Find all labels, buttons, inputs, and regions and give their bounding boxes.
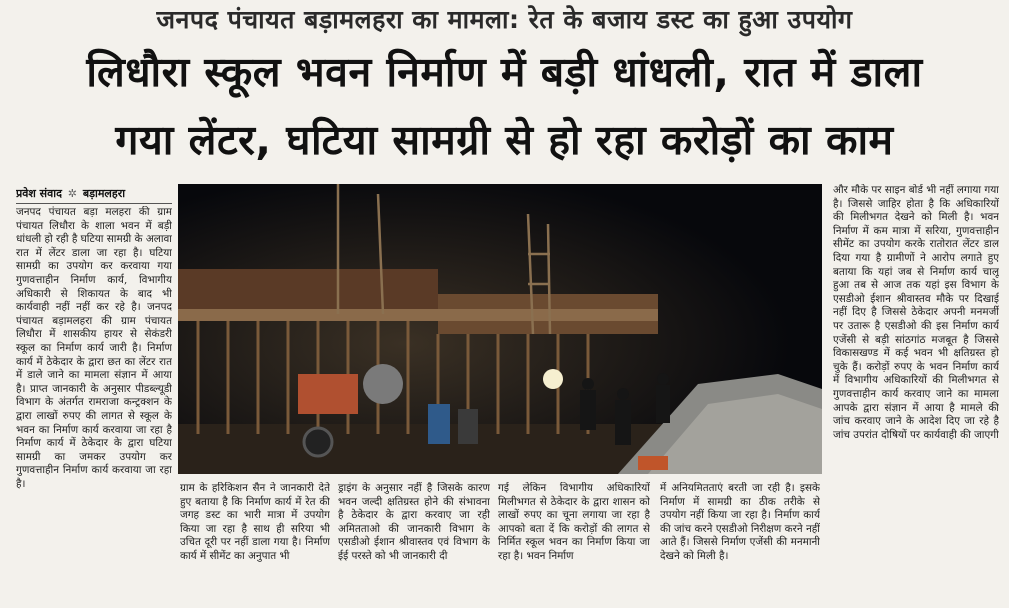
main-headline-line-1: लिधौरा स्कूल भवन निर्माण में बड़ी धांधली, रात में डाला bbox=[86, 48, 923, 96]
article-column-bottom-1: ग्राम के हरिकिशन सैन ने जानकारी देते हुए बताया है कि निर्माण कार्य में रेत की जगह डस्ट का भारी मात्रा में उपयोग किया जा रहा है साथ ही सरिया भी उचित दूरी पर नहीं डाला गया है। निर्माण कार्य में सीमेंट का अनुपात भी bbox=[180, 482, 330, 562]
article-column-bottom-4: में अनियमितताएं बरती जा रही है। इसके निर्माण में सामग्री का ठीक तरीके से उपयोग नहीं किया जा रहा है। निर्माण कार्य की जांच करने एसडीओ निरीक्षण करने नहीं आते हैं। जिससे निर्माण एजेंसी की मनमानी देखने को मिली है। bbox=[660, 482, 820, 562]
byline-place: बड़ामलहरा bbox=[82, 187, 126, 200]
byline-reporter: प्रवेश संवाद bbox=[16, 187, 62, 200]
kicker-headline: जनपद पंचायत बड़ामलहरा का मामला: रेत के बजाय डस्ट का हुआ उपयोग bbox=[156, 5, 853, 34]
byline-separator: ✲ bbox=[67, 187, 77, 200]
main-headline-line-2: गया लेंटर, घटिया सामग्री से हो रहा करोड़ों का काम bbox=[115, 116, 894, 164]
article-column-right: और मौके पर साइन बोर्ड भी नहीं लगाया गया है। जिससे जाहिर होता है कि अधिकारियों की मिलीभगत देखने को मिली है। भवन निर्माण में कम मात्रा में सरिया, गुणवत्ताहीन सीमेंट का उपयोग करके रातोरात लेंटर डाल दिया गया है ग्रामीणों ने आरोप लगाते हुए बताया कि यहां जब से निर्माण कार्य चालू हुआ तब से आज तक यहां इस विभाग के एसडीओ ईशान श्रीवास्तव मौके पर दिखाई नहीं दिए है जिससे ठेकेदार अपनी मनमर्जी पर उतारू है एसडीओ की इस निर्माण कार्य एजेंसी से बड़ी सांठगांठ मजबूत है जिससे विकासखण्ड में कई भवन भी क्षतिग्रस्त हो चुके हैं। करोड़ों रुपए के भवन निर्माण कार्य में विभागीय अधिकारियों की मिलीभगत से गुणवत्ताहीन कार्य करवाए जाने का मामला आपके द्वारा संज्ञान में आया है मामले की जांच करवाए जाने के आदेश दिए जा रहे है जांच उपरांत दोषियों पर कार्यवाही की जाएगी bbox=[833, 184, 999, 441]
article-column-bottom-3: गई लेकिन विभागीय अधिकारियों मिलीभगत से ठेकेदार के द्वारा शासन को लाखों रुपए का चूना लगाया जा रहा है आपको बता दें कि करोड़ों की लागत से निर्मित स्कूल भवन का निर्माण किया जा रहा है। भवन निर्माण bbox=[498, 482, 650, 562]
byline bbox=[16, 186, 172, 204]
construction-photo-illustration bbox=[178, 184, 822, 474]
article-column-left: जनपद पंचायत बड़ा मलहरा की ग्राम पंचायत लिधौरा के शाला भवन में बड़ी धांधली हो रही है घटिया सामग्री के अलावा रात में लेंटर डाला जा रहा है। घटिया सामग्री का उपयोग कर करवाया गया गुणवत्ताहीन निर्माण कार्य, विभागीय अधिकारी से शिकायत के बाद भी कार्यवाही नहीं नहीं कर रहे है। जनपद पंचायत बड़ामलहरा की ग्राम पंचायत लिधौरा में शासकीय हायर से सेकंडरी स्कूल का निर्माण कार्य जारी है। निर्माण कार्य में ठेकेदार के द्वारा छत का लेंटर रात में डाले जाने का मामला संज्ञान में आया है। प्राप्त जानकारी के अनुसार पीडब्ल्यूडी विभाग के अंतर्गत रामराजा कन्ट्रक्शन के द्वारा लाखों रुपए की लागत से स्कूल के भवन का निर्माण कार्य करवाया जा रहा है निर्माण कार्य में ठेकेदार के द्वारा घटिया सामग्री का जमकर उपयोग कर गुणवत्ताहीन निर्माण कार्य करवाया जा रहा है। bbox=[16, 206, 172, 490]
article-column-bottom-2: ड्राइंग के अनुसार नहीं है जिसके कारण भवन जल्दी क्षतिग्रस्त होने की संभावना है ठेकेदार के द्वारा करवाए जा रही अमितताओ की जानकारी विभाग के एसडीओ ईशान श्रीवास्तव एवं विभाग के ईई परस्ते को भी जानकारी दी bbox=[338, 482, 490, 562]
construction-photo bbox=[178, 184, 822, 474]
